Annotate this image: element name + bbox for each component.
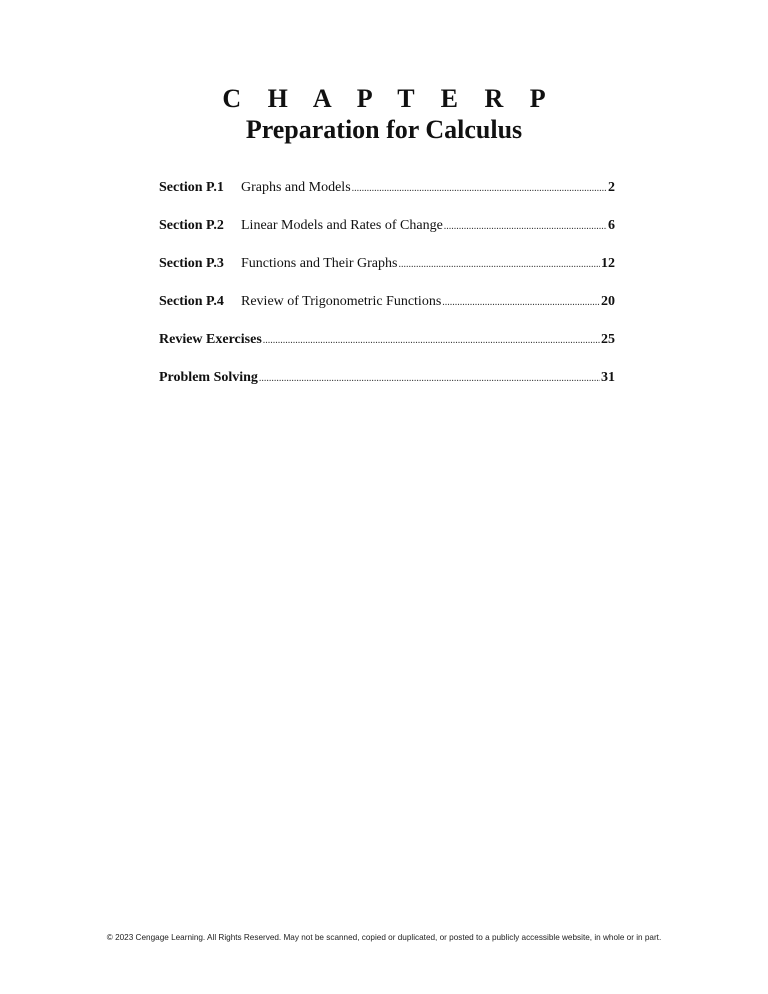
chapter-title: Preparation for Calculus <box>245 115 523 144</box>
dot-leader <box>444 217 607 236</box>
dot-leader <box>398 255 600 274</box>
dot-leader <box>352 179 607 198</box>
section-label: Section P.1 <box>159 180 224 195</box>
dot-leader <box>259 369 600 388</box>
chapter-label: C H A P T E R P <box>222 84 556 113</box>
chapter-header <box>0 84 768 146</box>
section-title: Graphs and Models <box>241 180 351 195</box>
section-title: Review of Trigonometric Functions <box>241 294 442 309</box>
copyright-footer: © 2023 Cengage Learning. All Rights Reserved. May not be scanned, copied or duplicated, or posted to a publicly accessible website, in whole or in part. <box>106 933 662 942</box>
page-number: 25 <box>601 332 615 347</box>
toc-row-review-exercises[interactable] <box>159 330 615 349</box>
page-number: 6 <box>608 218 615 233</box>
toc-row-section-p1[interactable] <box>159 178 615 197</box>
extra-title: Problem Solving <box>159 370 258 385</box>
section-label: Section P.2 <box>159 218 224 233</box>
dot-leader <box>263 331 600 350</box>
toc-row-section-p2[interactable] <box>159 216 615 235</box>
section-label: Section P.4 <box>159 294 224 309</box>
toc-row-section-p4[interactable] <box>159 292 615 311</box>
toc-row-problem-solving[interactable] <box>159 368 615 387</box>
section-label: Section P.3 <box>159 256 224 271</box>
table-of-contents <box>159 178 615 406</box>
section-title: Linear Models and Rates of Change <box>241 218 443 233</box>
page-number: 31 <box>601 370 615 385</box>
extra-title: Review Exercises <box>159 332 262 347</box>
dot-leader <box>442 293 600 312</box>
toc-row-section-p3[interactable] <box>159 254 615 273</box>
page-number: 2 <box>608 180 615 195</box>
page-number: 12 <box>601 256 615 271</box>
page-number: 20 <box>601 294 615 309</box>
section-title: Functions and Their Graphs <box>241 256 398 271</box>
